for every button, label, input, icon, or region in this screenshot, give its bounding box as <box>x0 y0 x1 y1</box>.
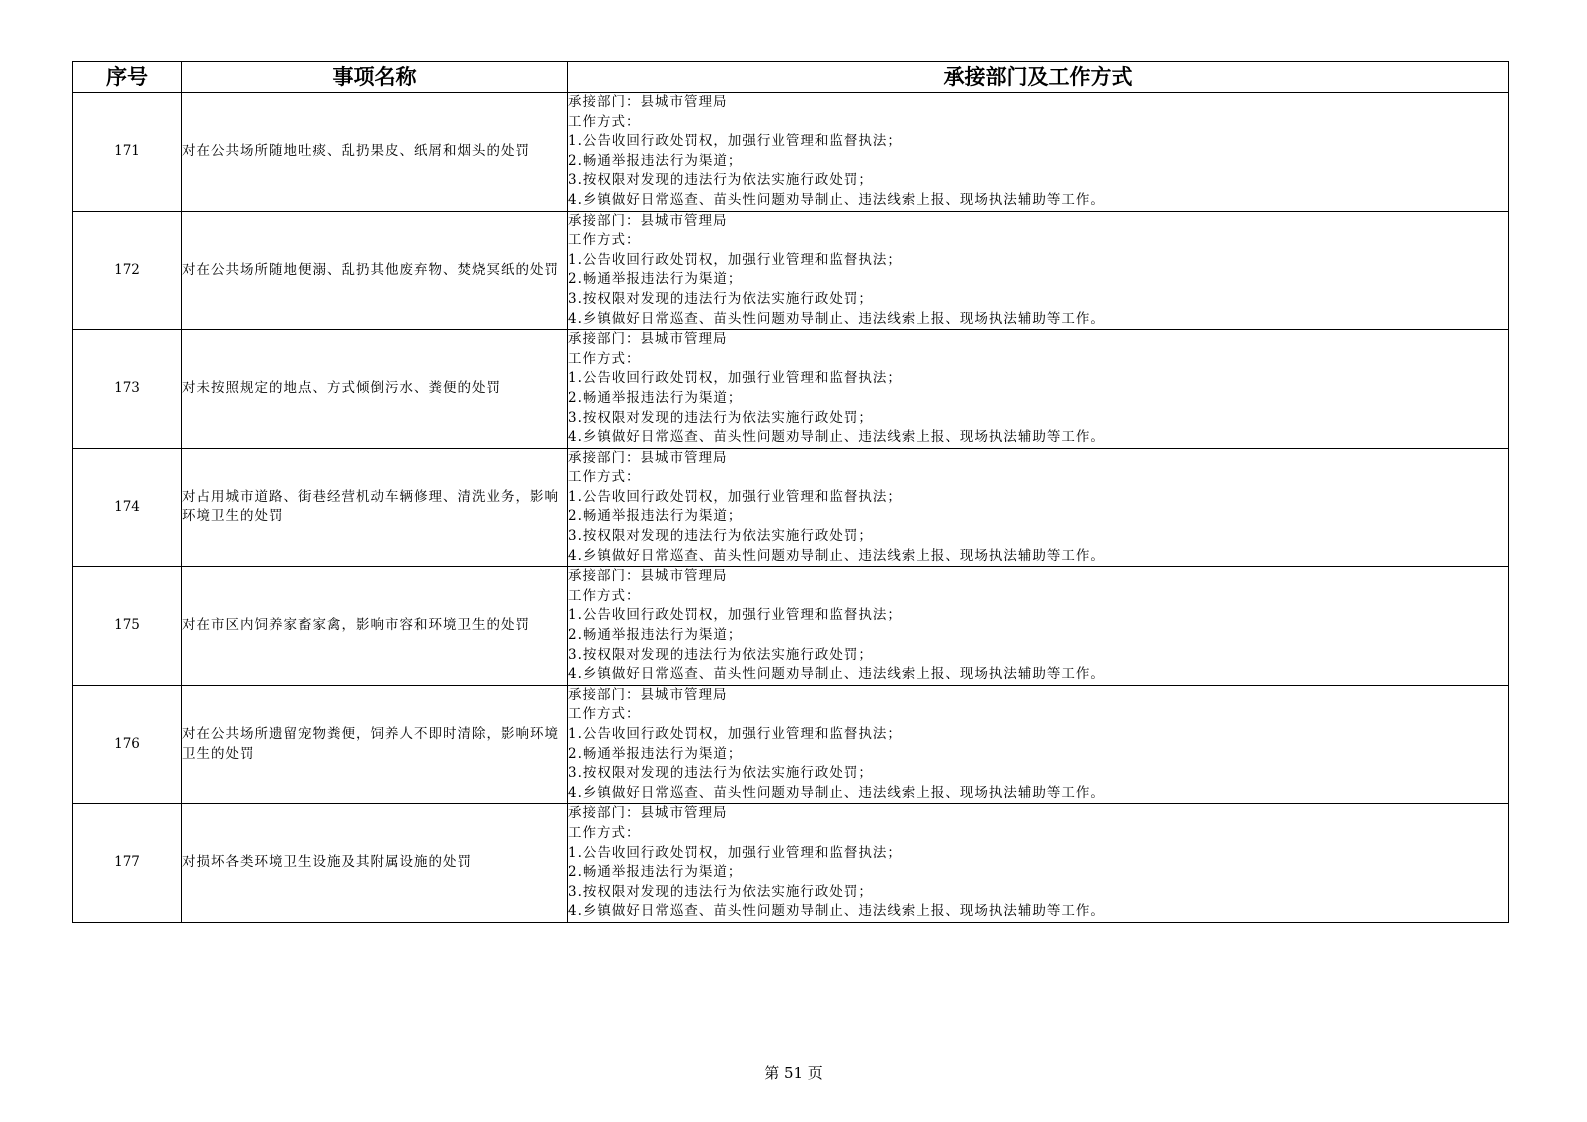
header-department-and-method: 承接部门及工作方式 <box>568 62 1509 93</box>
matter-name-text: 对在市区内饲养家畜家禽，影响市容和环境卫生的处罚 <box>182 617 530 634</box>
work-method-line: 4.乡镇做好日常巡查、苗头性问题劝导制止、违法线索上报、现场执法辅助等工作。 <box>568 666 1105 683</box>
work-method-line: 1.公告收回行政处罚权，加强行业管理和监督执法； <box>568 133 902 150</box>
department-method-cell <box>568 685 1509 804</box>
department-line: 承接部门：县城市管理局 <box>568 212 728 229</box>
matter-name-cell <box>182 448 568 567</box>
serial-number-cell: 171 <box>73 93 182 212</box>
work-method-line: 工作方式： <box>568 350 641 367</box>
table-header <box>73 62 1509 93</box>
department-method-cell <box>568 567 1509 686</box>
department-method-cell <box>568 330 1509 449</box>
header-row <box>73 62 1509 93</box>
table-row <box>73 685 1509 804</box>
department-method-cell <box>568 211 1509 330</box>
matter-name-text: 对在公共场所随地便溺、乱扔其他废弃物、焚烧冥纸的处罚 <box>182 261 559 278</box>
matter-name-text: 对损坏各类环境卫生设施及其附属设施的处罚 <box>182 854 472 871</box>
department-line: 承接部门：县城市管理局 <box>568 686 728 703</box>
work-method-line: 3.按权限对发现的违法行为依法实施行政处罚； <box>568 172 873 189</box>
work-method-line: 4.乡镇做好日常巡查、苗头性问题劝导制止、违法线索上报、现场执法辅助等工作。 <box>568 191 1105 208</box>
work-method-line: 2.畅通举报违法行为渠道； <box>568 508 743 525</box>
serial-number-cell: 174 <box>73 448 182 567</box>
serial-number-cell: 173 <box>73 330 182 449</box>
table-row <box>73 211 1509 330</box>
work-method-line: 工作方式： <box>568 824 641 841</box>
work-method-line: 工作方式： <box>568 469 641 486</box>
serial-number-cell: 177 <box>73 804 182 923</box>
work-method-line: 1.公告收回行政处罚权，加强行业管理和监督执法； <box>568 607 902 624</box>
work-method-line: 1.公告收回行政处罚权，加强行业管理和监督执法； <box>568 370 902 387</box>
work-method-line: 3.按权限对发现的违法行为依法实施行政处罚； <box>568 528 873 545</box>
work-method-line: 4.乡镇做好日常巡查、苗头性问题劝导制止、违法线索上报、现场执法辅助等工作。 <box>568 784 1105 801</box>
matter-name-cell <box>182 804 568 923</box>
work-method-line: 工作方式： <box>568 587 641 604</box>
work-method-line: 1.公告收回行政处罚权，加强行业管理和监督执法； <box>568 844 902 861</box>
work-method-line: 1.公告收回行政处罚权，加强行业管理和监督执法； <box>568 726 902 742</box>
work-method-line: 3.按权限对发现的违法行为依法实施行政处罚； <box>568 290 873 307</box>
matters-table <box>72 61 1509 923</box>
work-method-line: 2.畅通举报违法行为渠道； <box>568 745 743 762</box>
serial-number-cell: 176 <box>73 685 182 804</box>
department-line: 承接部门：县城市管理局 <box>568 449 728 466</box>
work-method-line: 2.畅通举报违法行为渠道； <box>568 864 743 881</box>
table-row <box>73 567 1509 686</box>
work-method-line: 4.乡镇做好日常巡查、苗头性问题劝导制止、违法线索上报、现场执法辅助等工作。 <box>568 429 1105 446</box>
work-method-line: 2.畅通举报违法行为渠道； <box>568 389 743 406</box>
matter-name-cell <box>182 685 568 804</box>
serial-number-cell: 172 <box>73 211 182 330</box>
work-method-line: 2.畅通举报违法行为渠道； <box>568 627 743 644</box>
page-number: 第 51 页 <box>764 1064 823 1082</box>
department-line: 承接部门：县城市管理局 <box>568 568 728 585</box>
work-method-line: 1.公告收回行政处罚权，加强行业管理和监督执法； <box>568 488 902 505</box>
matter-name-text: 对在公共场所随地吐痰、乱扔果皮、纸屑和烟头的处罚 <box>182 142 530 159</box>
table-row <box>73 330 1509 449</box>
serial-number-cell: 175 <box>73 567 182 686</box>
matter-name-text: 对占用城市道路、街巷经营机动车辆修理、清洗业务，影响环境卫生的处罚 <box>182 488 559 525</box>
header-matter-name: 事项名称 <box>182 62 568 93</box>
department-line: 承接部门：县城市管理局 <box>568 94 728 110</box>
work-method-line: 3.按权限对发现的违法行为依法实施行政处罚； <box>568 646 873 663</box>
header-serial-number: 序号 <box>73 62 182 93</box>
department-method-cell <box>568 448 1509 567</box>
table-row <box>73 93 1509 212</box>
work-method-line: 3.按权限对发现的违法行为依法实施行政处罚； <box>568 883 873 900</box>
work-method-line: 4.乡镇做好日常巡查、苗头性问题劝导制止、违法线索上报、现场执法辅助等工作。 <box>568 310 1105 327</box>
matter-name-text: 对在公共场所遗留宠物粪便，饲养人不即时清除，影响环境卫生的处罚 <box>182 726 559 762</box>
work-method-line: 工作方式： <box>568 706 641 723</box>
department-line: 承接部门：县城市管理局 <box>568 331 728 348</box>
department-method-cell <box>568 93 1509 212</box>
department-method-cell <box>568 804 1509 923</box>
matter-name-cell <box>182 567 568 686</box>
table-row <box>73 804 1509 923</box>
work-method-line: 3.按权限对发现的违法行为依法实施行政处罚； <box>568 765 873 782</box>
table-body <box>73 93 1509 923</box>
work-method-line: 1.公告收回行政处罚权，加强行业管理和监督执法； <box>568 251 902 268</box>
matter-name-cell <box>182 330 568 449</box>
work-method-line: 2.畅通举报违法行为渠道； <box>568 271 743 288</box>
table-row <box>73 448 1509 567</box>
matter-name-cell <box>182 211 568 330</box>
work-method-line: 4.乡镇做好日常巡查、苗头性问题劝导制止、违法线索上报、现场执法辅助等工作。 <box>568 547 1105 564</box>
work-method-line: 3.按权限对发现的违法行为依法实施行政处罚； <box>568 409 873 426</box>
matter-name-cell <box>182 93 568 212</box>
work-method-line: 工作方式： <box>568 113 641 130</box>
work-method-line: 4.乡镇做好日常巡查、苗头性问题劝导制止、违法线索上报、现场执法辅助等工作。 <box>568 903 1105 920</box>
work-method-line: 2.畅通举报违法行为渠道； <box>568 152 743 169</box>
department-line: 承接部门：县城市管理局 <box>568 805 728 822</box>
matter-name-text: 对未按照规定的地点、方式倾倒污水、粪便的处罚 <box>182 380 501 397</box>
work-method-line: 工作方式： <box>568 232 641 249</box>
